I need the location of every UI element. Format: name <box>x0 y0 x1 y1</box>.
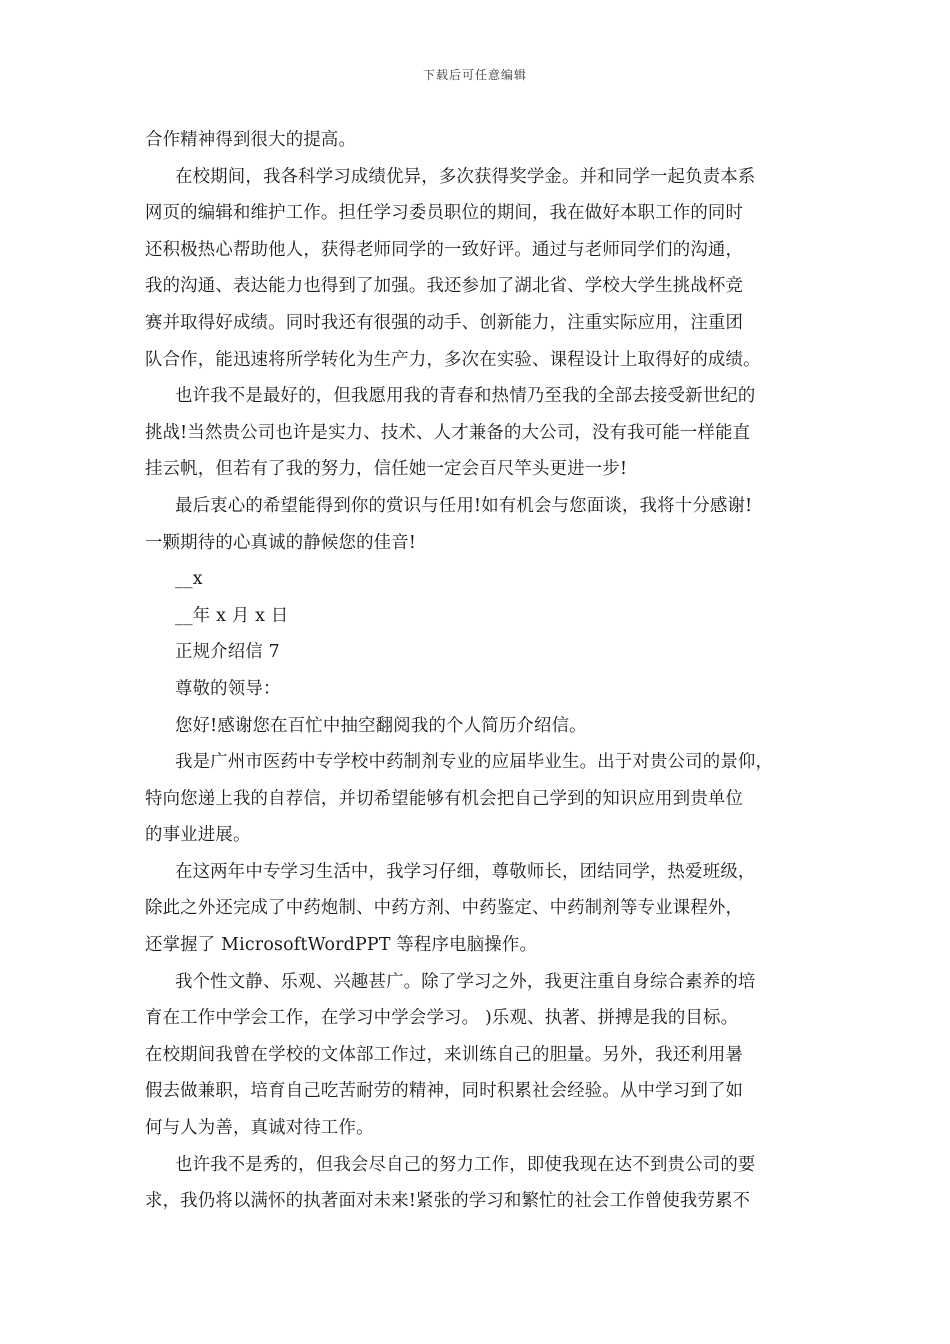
text-line: 还积极热心帮助他人，获得老师同学的一致好评。通过与老师同学们的沟通， <box>145 239 744 260</box>
text-line: 假去做兼职，培育自己吃苦耐劳的精神，同时积累社会经验。从中学习到了如 <box>145 1081 744 1102</box>
text-line: 求，我仍将以满怀的执著面对未来!紧张的学习和繁忙的社会工作曾使我劳累不 <box>145 1191 751 1212</box>
signature-date: __年 x 月 x 日 <box>175 605 289 626</box>
paragraph-start-line: 我个性文静、乐观、兴趣甚广。除了学习之外，我更注重自身综合素养的培 <box>175 971 756 992</box>
text-line: 赛并取得好成绩。同时我还有很强的动手、创新能力，注重实际应用，注重团 <box>145 312 744 333</box>
text-line: 育在工作中学会工作，在学习中学会学习。 )乐观、执著、拼搏是我的目标。 <box>145 1008 739 1029</box>
document-body <box>145 122 810 1220</box>
text-line: 还掌握了 MicrosoftWordPPT 等程序电脑操作。 <box>145 935 538 956</box>
text-line: 合作精神得到很大的提高。 <box>145 130 357 150</box>
signature-name: __x <box>175 569 203 590</box>
paragraph-start-line: 最后衷心的希望能得到你的赏识与任用!如有机会与您面谈，我将十分感谢! <box>175 495 753 516</box>
paragraph-start-line: 在校期间，我各科学习成绩优异，多次获得奖学金。并和同学一起负责本系 <box>175 166 756 187</box>
section-heading: 正规介绍信 7 <box>175 642 280 663</box>
text-line: 除此之外还完成了中药炮制、中药方剂、中药鉴定、中药制剂等专业课程外， <box>145 898 744 919</box>
paragraph-start-line: 我是广州市医药中专学校中药制剂专业的应届毕业生。出于对贵公司的景仰， <box>175 752 774 773</box>
text-line: 的事业进展。 <box>145 825 251 846</box>
text-line: 网页的编辑和维护工作。担任学习委员职位的期间，我在做好本职工作的同时 <box>145 203 744 224</box>
text-line: 在校期间我曾在学校的文体部工作过，来训练自己的胆量。另外，我还利用暑 <box>145 1044 744 1065</box>
text-line: 特向您递上我的自荐信，并切希望能够有机会把自己学到的知识应用到贵单位 <box>145 788 744 809</box>
paragraph-start-line: 在这两年中专学习生活中，我学习仔细，尊敬师长，团结同学，热爱班级， <box>175 861 756 882</box>
paragraph-start-line: 您好!感谢您在百忙中抽空翻阅我的个人简历介绍信。 <box>175 715 587 736</box>
paragraph-start-line: 也许我不是最好的，但我愿用我的青春和热情乃至我的全部去接受新世纪的 <box>175 386 756 407</box>
text-line: 一颗期待的心真诚的静候您的佳音! <box>145 532 417 553</box>
paragraph-start-line: 也许我不是秀的，但我会尽自己的努力工作，即使我现在达不到贵公司的要 <box>175 1154 756 1175</box>
text-line: 挂云帆，但若有了我的努力，信任她一定会百尺竿头更进一步! <box>145 459 628 480</box>
salutation: 尊敬的领导： <box>175 678 281 699</box>
text-line: 何与人为善，真诚对待工作。 <box>145 1118 374 1139</box>
page-header: 下载后可任意编辑 <box>422 68 527 82</box>
text-line: 队合作，能迅速将所学转化为生产力，多次在实验、课程设计上取得好的成绩。 <box>145 349 761 370</box>
text-line: 我的沟通、表达能力也得到了加强。我还参加了湖北省、学校大学生挑战杯竞 <box>145 276 744 297</box>
text-line: 挑战!当然贵公司也许是实力、技术、人才兼备的大公司，没有我可能一样能直 <box>145 422 751 443</box>
